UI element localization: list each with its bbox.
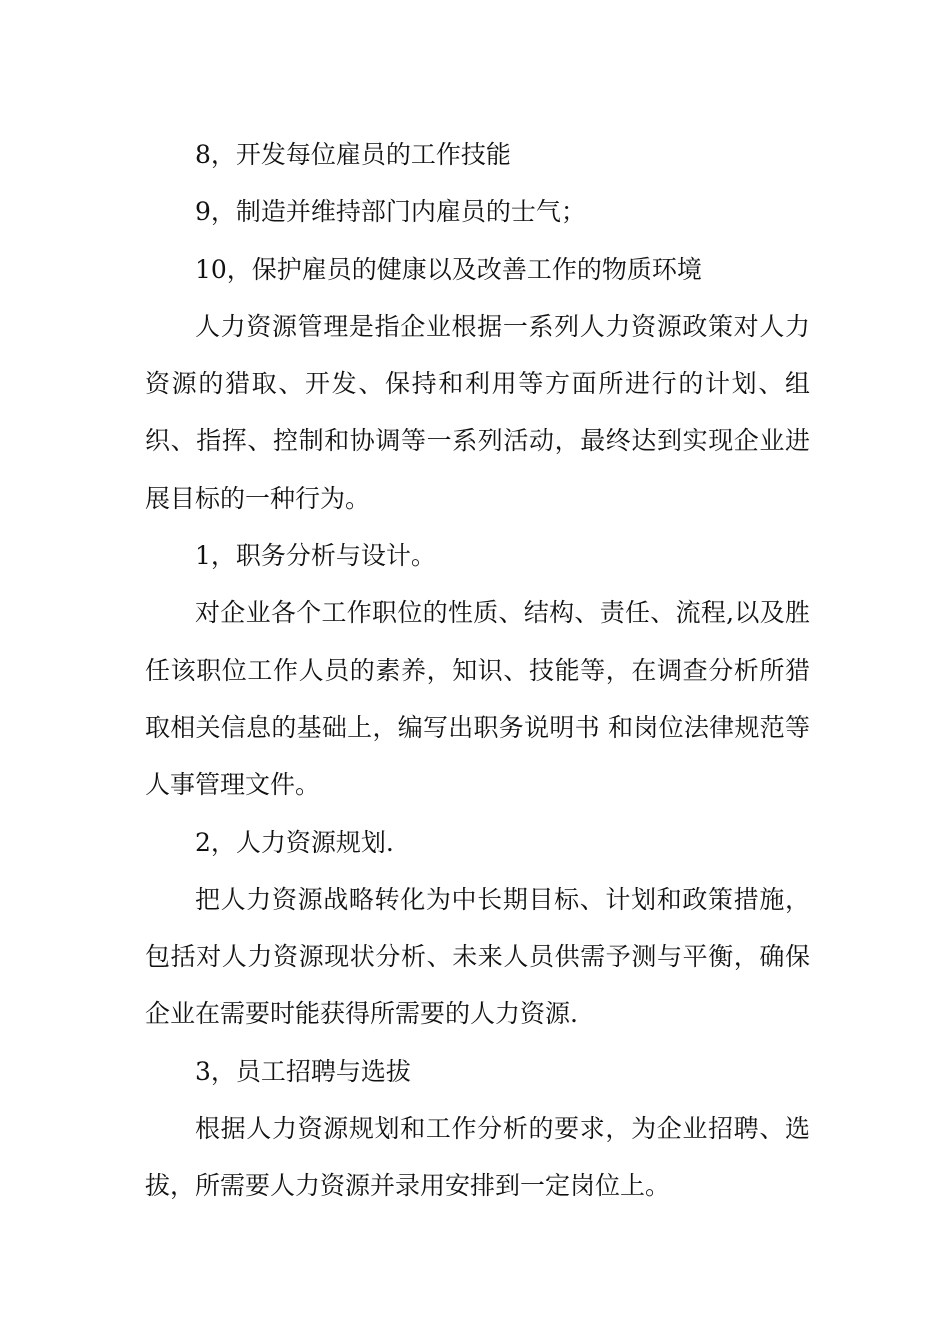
paragraph-recruitment: 根据人力资源规划和工作分析的要求，为企业招聘、选拔，所需要人力资源并录用安排到一定岗位上。 [145, 1114, 810, 1201]
paragraph-job-analysis: 对企业各个工作职位的性质、结构、责任、流程,以及胜任该职位工作人员的素养，知识、技能等，在调查分析所猎取相关信息的基础上，编写出职务说明书 和岗位法律规范等人事管理文件。 [145, 598, 810, 800]
paragraph-hr-planning: 把人力资源战略转化为中长期目标、计划和政策措施，包括对人力资源现状分析、未来人员供需予测与平衡，确保企业在需要时能获得所需要的人力资源. [145, 884, 810, 1029]
document-body [145, 126, 810, 1215]
paragraph-item-8: 8，开发每位雇员的工作技能 [195, 140, 511, 169]
paragraph-hrm-definition: 人力资源管理是指企业根据一系列人力资源政策对人力资源的猎取、开发、保持和利用等方面所进行的计划、组织、指挥、控制和协调等一系列活动，最终达到实现企业进展目标的一种行为。 [145, 311, 810, 513]
paragraph-item-10: 10，保护雇员的健康以及改善工作的物质环境 [195, 254, 702, 284]
section-heading-recruitment: 3，员工招聘与选拔 [195, 1056, 411, 1086]
section-heading-hr-planning: 2，人力资源规划. [195, 827, 394, 857]
section-heading-job-analysis: 1，职务分析与设计。 [195, 541, 436, 571]
paragraph-item-9: 9，制造并维持部门内雇员的士气； [195, 197, 586, 227]
